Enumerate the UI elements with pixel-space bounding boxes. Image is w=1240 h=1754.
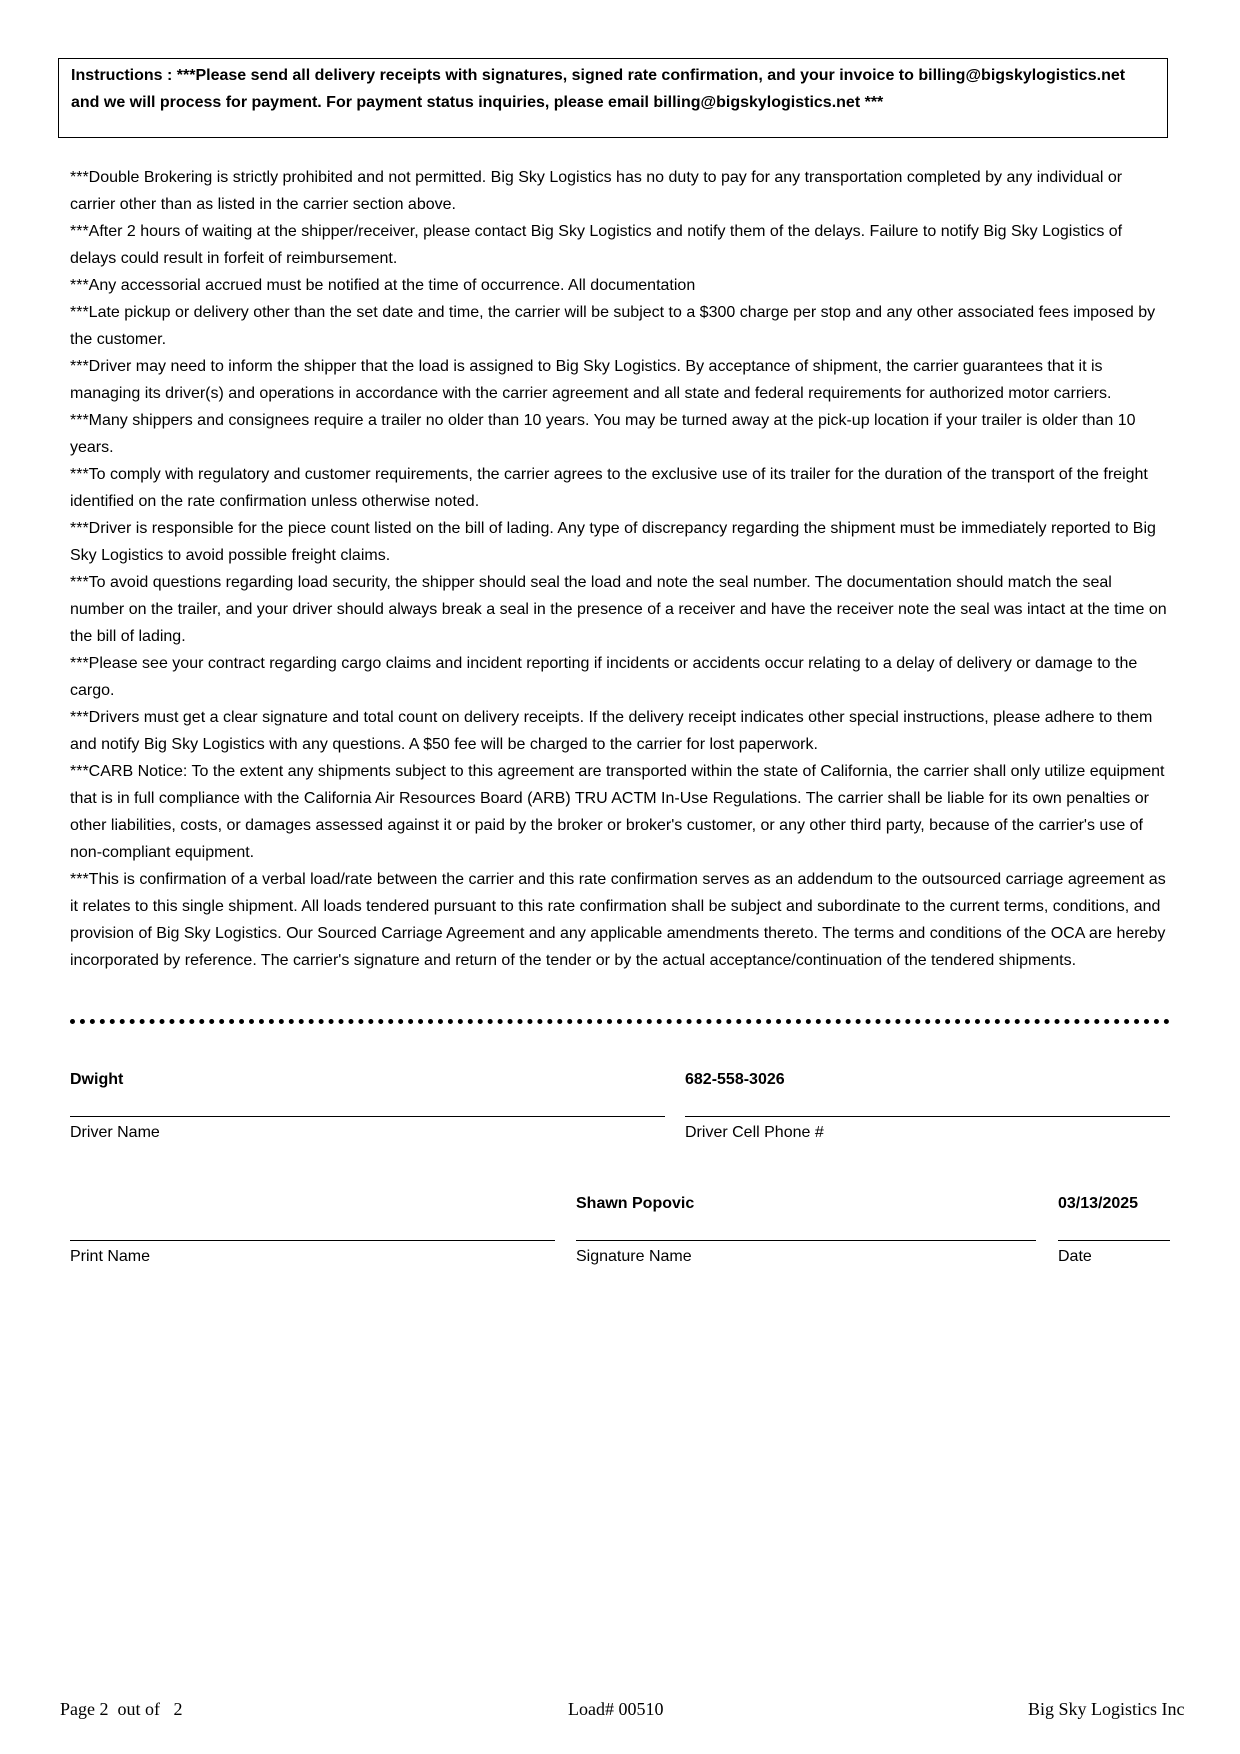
term-accessorial: ***Any accessorial accrued must be notified at the time of occurrence. All documentation bbox=[70, 277, 696, 294]
date-line bbox=[1058, 1240, 1170, 1241]
print-name-field bbox=[70, 1195, 555, 1275]
signature-name-label: Signature Name bbox=[576, 1248, 692, 1265]
driver-name-value: Dwight bbox=[70, 1071, 124, 1088]
date-field bbox=[1058, 1195, 1170, 1275]
footer-load-number: Load# 00510 bbox=[568, 1699, 664, 1719]
driver-name-line bbox=[70, 1116, 665, 1117]
footer-company: Big Sky Logistics Inc bbox=[1028, 1699, 1185, 1719]
term-late-pickup: ***Late pickup or delivery other than the set date and time, the carrier will be subject to a $300 charge per stop and any other associated fees imposed by the customer. bbox=[70, 304, 1156, 348]
section-divider bbox=[70, 1019, 1170, 1024]
term-waiting-time: ***After 2 hours of waiting at the shipper/receiver, please contact Big Sky Logistics and notify them of the delays. Failure to notify Big Sky Logistics of delays could result in forfeit of reimbursement. bbox=[70, 223, 1123, 267]
term-cargo-claims: ***Please see your contract regarding cargo claims and incident reporting if incidents or accidents occur relating to a delay of delivery or damage to the cargo. bbox=[70, 655, 1138, 699]
signature-name-value: Shawn Popovic bbox=[576, 1195, 695, 1212]
term-piece-count: ***Driver is responsible for the piece count listed on the bill of lading. Any type of discrepancy regarding the shipment must be immediately reported to Big Sky Logistics to avoid possible freight claims. bbox=[70, 520, 1156, 564]
driver-name-field bbox=[70, 1071, 665, 1151]
term-carb-notice: ***CARB Notice: To the extent any shipments subject to this agreement are transported within the state of California, the carrier shall only utilize equipment that is in full compliance with the California Air Resources Board (ARB) TRU ACTM In-Use Regulations. The carrier shall be liable for its own penalties or other liabilities, costs, or damages assessed against it or paid by the broker or broker's customer, or any other third party, because of the carrier's use of non-compliant equipment. bbox=[70, 763, 1165, 861]
driver-phone-label: Driver Cell Phone # bbox=[685, 1124, 824, 1141]
term-driver-inform: ***Driver may need to inform the shipper that the load is assigned to Big Sky Logistics. By acceptance of shipment, the carrier guarantees that it is managing its driver(s) and operations in accordance with the carrier agreement and all state and federal requirements for authorized motor carriers. bbox=[70, 358, 1112, 402]
print-name-label: Print Name bbox=[70, 1248, 151, 1265]
term-load-security: ***To avoid questions regarding load security, the shipper should seal the load and note the seal number. The documentation should match the seal number on the trailer, and your driver should always break a seal in the presence of a receiver and have the receiver note the seal was intact at the time on the bill of lading. bbox=[70, 574, 1167, 645]
driver-phone-field bbox=[685, 1071, 1170, 1151]
term-delivery-receipts: ***Drivers must get a clear signature and total count on delivery receipts. If the delivery receipt indicates other special instructions, please adhere to them and notify Big Sky Logistics with any questions. A $50 fee will be charged to the carrier for lost paperwork. bbox=[70, 709, 1153, 753]
signature-name-line bbox=[576, 1240, 1036, 1241]
term-double-brokering: ***Double Brokering is strictly prohibited and not permitted. Big Sky Logistics has no duty to pay for any transportation completed by any individual or carrier other than as listed in the carrier section above. bbox=[70, 169, 1123, 213]
signature-name-field bbox=[576, 1195, 1036, 1275]
print-name-line bbox=[70, 1240, 555, 1241]
date-label: Date bbox=[1058, 1248, 1092, 1265]
driver-phone-line bbox=[685, 1116, 1170, 1117]
term-confirmation: ***This is confirmation of a verbal load/rate between the carrier and this rate confirmation serves as an addendum to the outsourced carriage agreement as it relates to this single shipment. All loads tendered pursuant to this rate confirmation shall be subject and subordinate to the current terms, conditions, and provision of Big Sky Logistics. Our Sourced Carriage Agreement and any applicable amendments thereto. The terms and conditions of the OCA are hereby incorporated by reference. The carrier's signature and return of the tender or by the actual acceptance/continuation of the tendered shipments. bbox=[70, 871, 1166, 969]
driver-name-label: Driver Name bbox=[70, 1124, 160, 1141]
term-exclusive-trailer: ***To comply with regulatory and customer requirements, the carrier agrees to the exclusive use of its trailer for the duration of the transport of the freight identified on the rate confirmation unless otherwise noted. bbox=[70, 466, 1148, 510]
term-trailer-age: ***Many shippers and consignees require a trailer no older than 10 years. You may be turned away at the pick-up location if your trailer is older than 10 years. bbox=[70, 412, 1136, 456]
date-value: 03/13/2025 bbox=[1058, 1195, 1139, 1212]
terms-section bbox=[70, 164, 1170, 974]
instructions-box: Instructions : ***Please send all delivery receipts with signatures, signed rate confirmation, and your invoice to billing@bigskylogistics.net and we will process for payment. For payment status inquiries, please email billing@bigskylogistics.net *** bbox=[58, 58, 1168, 138]
footer-page-number: Page 2 out of 2 bbox=[60, 1699, 183, 1719]
driver-phone-value: 682-558-3026 bbox=[685, 1071, 785, 1088]
